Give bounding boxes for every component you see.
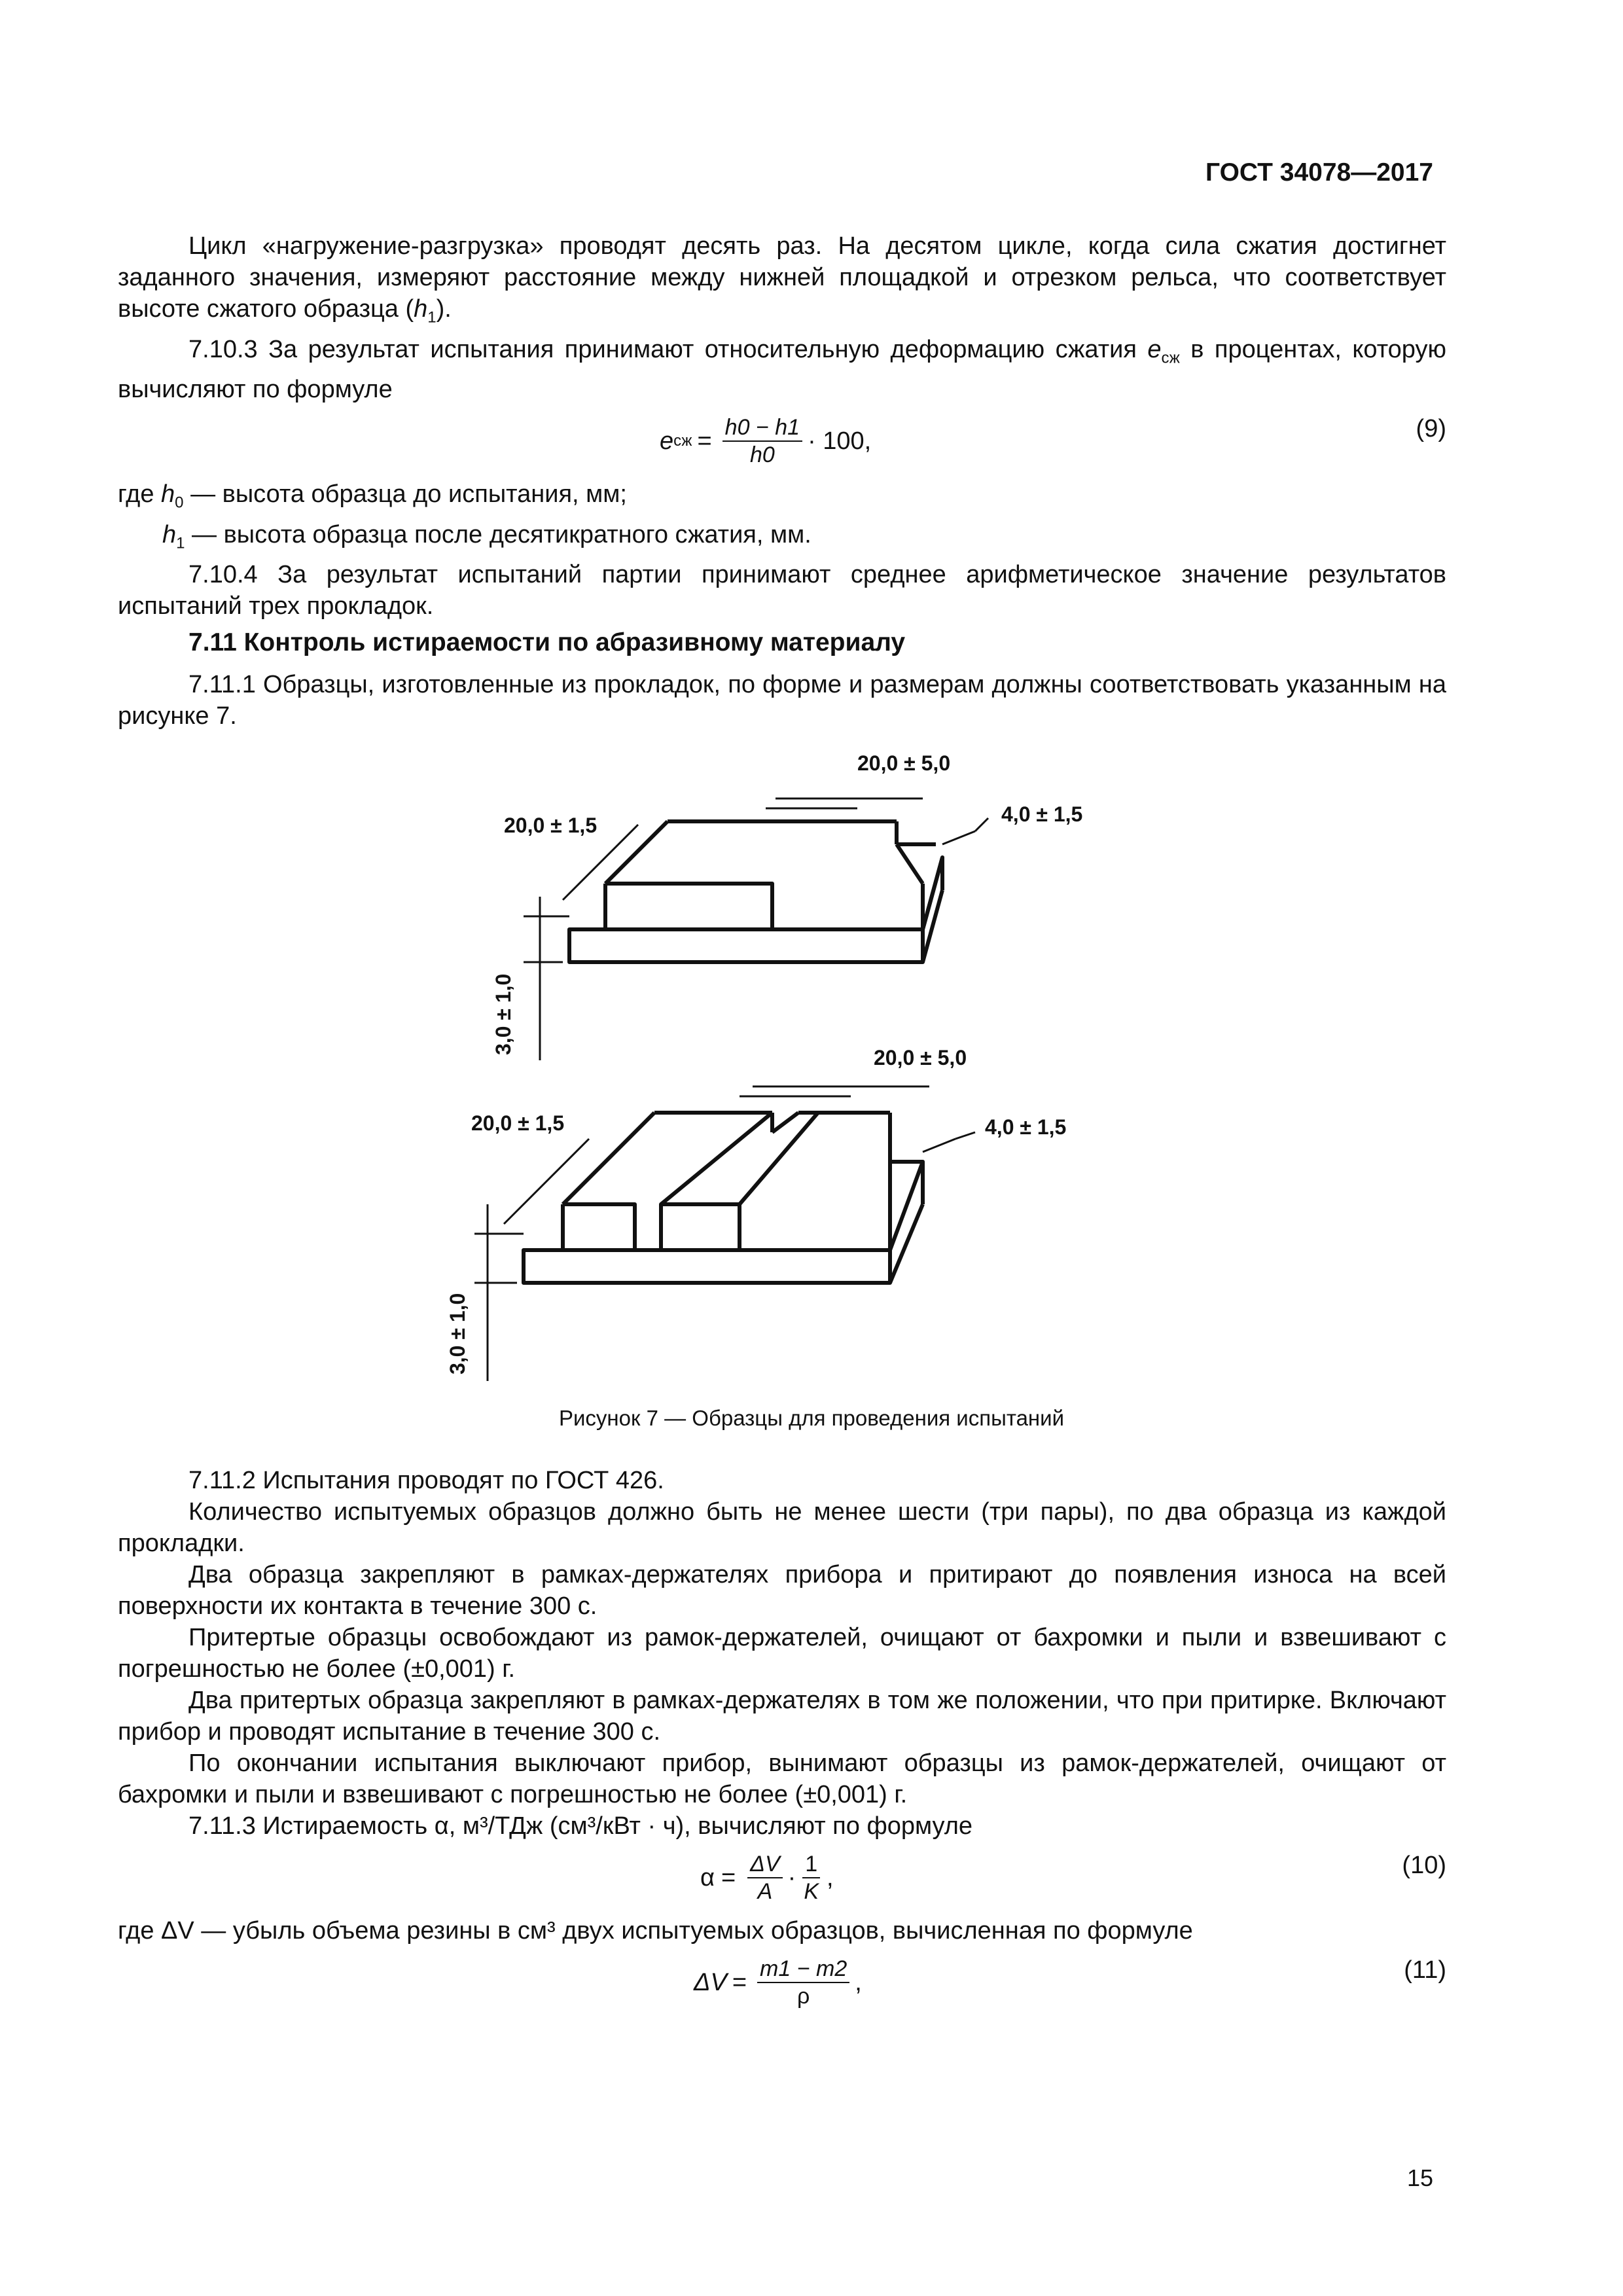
text-block-top	[118, 230, 1446, 732]
paragraph-samples-count: Количество испытуемых образцов должно быть не менее шести (три пары), по два образца из каждой прокладки.	[118, 1498, 1446, 1557]
formula-10: α = $\frac{\Delta V}{A}$ · $\frac{1}{K}$ , (10)	[118, 1842, 1446, 1915]
sample-bottom	[524, 1113, 923, 1283]
formula-number: (11)	[1404, 1956, 1446, 1984]
dim-length-bottom: 20,0 ± 5,0	[874, 1046, 967, 1069]
paragraph-7-11-3: 7.11.3 Истираемость α, м³/ТДж (см³/кВт · ч), вычисляют по формуле	[188, 1812, 973, 1840]
paragraph-7-11-1: 7.11.1 Образцы, изготовленные из прокладок, по форме и размерам должны соответствовать указанным на рисунке 7.	[118, 671, 1446, 730]
section-heading-7-11: 7.11 Контроль истираемости по абразивному материалу	[188, 628, 906, 657]
sample-top	[569, 821, 942, 962]
page-number: 15	[1406, 2164, 1433, 2191]
where-line-1: где $h_0$ — высота образца до испытания, мм;	[118, 480, 627, 512]
text-block-bottom	[118, 1465, 1446, 2020]
paragraph-7-11-2: 7.11.2 Испытания проводят по ГОСТ 426.	[188, 1467, 664, 1494]
dim-width-top: 20,0 ± 1,5	[504, 814, 597, 837]
dimension-lines-top	[524, 798, 988, 1060]
paragraph-weighing: Притертые образцы освобождают из рамок-держателей, очищают от бахромки и пыли и взвешивают с погрешностью не более (±0,001) г.	[118, 1624, 1446, 1683]
paragraph-test: Два притертых образца закрепляют в рамках-держателях в том же положении, что при притирке. Включают прибор и проводят испытание в течение 300 с.	[118, 1687, 1446, 1746]
dim-width-bottom: 20,0 ± 1,5	[471, 1111, 565, 1135]
dimension-lines-bottom	[474, 1086, 975, 1381]
dim-height-top: 3,0 ± 1,0	[491, 973, 515, 1055]
formula-11: ΔV = $\frac{m1 - m2}{\rho}$ , (11)	[118, 1946, 1446, 2020]
fraction: $\frac{h0 - h1}{h0}$	[722, 414, 802, 468]
paragraph-end-test: По окончании испытания выключают прибор, вынимают образцы из рамок-держателей, очищают от бахромки и пыли и взвешивают с погрешностью не более (±0,001) г.	[118, 1749, 1446, 1808]
figure-caption: Рисунок 7 — Образцы для проведения испытаний	[558, 1406, 1065, 1430]
formula-number: (9)	[1416, 415, 1446, 443]
dim-length-top: 20,0 ± 5,0	[857, 751, 951, 775]
paragraph-7-10-4: 7.10.4 За результат испытаний партии принимают среднее арифметическое значение результатов испытаний трех прокладок.	[118, 561, 1446, 620]
where-line-dv: где ΔV — убыль объема резины в см³ двух испытуемых образцов, вычисленная по формуле	[118, 1917, 1193, 1945]
dim-step-bottom: 4,0 ± 1,5	[985, 1115, 1067, 1139]
dim-height-bottom: 3,0 ± 1,0	[446, 1293, 469, 1374]
paragraph-fixing: Два образца закрепляют в рамках-держателях прибора и притирают до появления износа на всей поверхности их контакта в течение 300 с.	[118, 1561, 1446, 1620]
formula-number: (10)	[1402, 1852, 1446, 1879]
document-id-header: ГОСТ 34078—2017	[1205, 158, 1433, 187]
where-line-2: $h_1$ — высота образца после десятикратного сжатия, мм.	[162, 520, 812, 552]
formula-9: e сж = $\frac{h0 - h1}{h0}$ · 100, (9)	[118, 405, 1446, 478]
paragraph-7-10-3: 7.10.3 За результат испытания принимают относительную деформацию сжатия $e_{сж}$ в процентах, которую вычисляют по формуле	[118, 335, 1447, 404]
paragraph-cycle: Цикл «нагружение-разгрузка» проводят десять раз. На десятом цикле, когда сила сжатия достигнет заданного значения, измеряют расстояние между нижней площадкой и отрезком рельса, что соответствует высоте сжатого образца $(h_1)$.	[118, 232, 1446, 327]
dim-step-top: 4,0 ± 1,5	[1001, 802, 1083, 826]
